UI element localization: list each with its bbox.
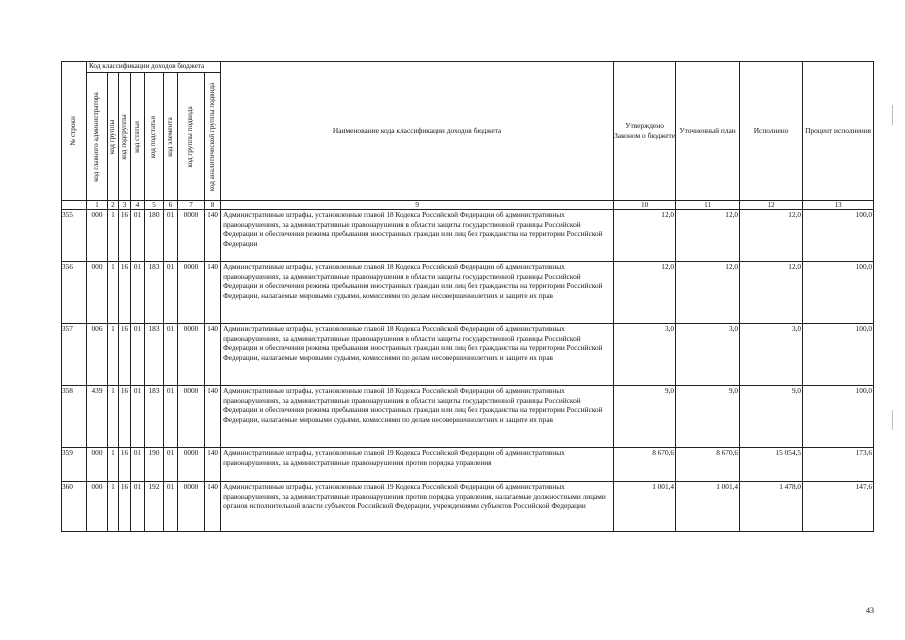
cell-code-element: 01 bbox=[164, 324, 178, 386]
cell-name: Административные штрафы, установленные главой 19 Кодекса Российской Федерации об административных правонарушениях, за административные правонарушения против порядка управления, налагаемые должностными лицами органов исполнительной власти субъектов Российской Федерации, учреждениями субъектов Российской Федерации bbox=[221, 482, 614, 532]
cell-code-subtype-group: 0000 bbox=[178, 324, 205, 386]
cell-approved: 12,0 bbox=[614, 210, 676, 262]
cell-code-subgroup: 16 bbox=[119, 448, 131, 482]
cell-code-group: 1 bbox=[108, 262, 119, 324]
cell-code-subtype-group: 0000 bbox=[178, 386, 205, 448]
row-number: 359 bbox=[62, 448, 87, 482]
cell-code-article: 01 bbox=[131, 482, 145, 532]
cell-plan: 8 670,6 bbox=[676, 448, 740, 482]
cell-plan: 3,0 bbox=[676, 324, 740, 386]
cell-percent: 100,0 bbox=[803, 262, 874, 324]
cell-percent: 173,6 bbox=[803, 448, 874, 482]
header-code-group: код группы bbox=[108, 73, 119, 201]
cell-executed: 12,0 bbox=[740, 262, 803, 324]
header-name: Наименование кода классификации доходов бюджета bbox=[221, 62, 614, 201]
cell-code-article: 01 bbox=[131, 386, 145, 448]
cell-code-article: 01 bbox=[131, 448, 145, 482]
cell-approved: 1 001,4 bbox=[614, 482, 676, 532]
cell-code-group: 1 bbox=[108, 482, 119, 532]
column-number: 5 bbox=[145, 201, 164, 210]
cell-code-group: 1 bbox=[108, 386, 119, 448]
cell-approved: 3,0 bbox=[614, 324, 676, 386]
cell-approved: 9,0 bbox=[614, 386, 676, 448]
cell-percent: 100,0 bbox=[803, 324, 874, 386]
cell-code-article: 01 bbox=[131, 210, 145, 262]
column-number: 3 bbox=[119, 201, 131, 210]
header-approved: Утверждено Законом о бюджете bbox=[614, 62, 676, 201]
cell-code-admin: 000 bbox=[87, 210, 108, 262]
cell-code-analytic: 140 bbox=[205, 448, 221, 482]
cell-name: Административные штрафы, установленные главой 18 Кодекса Российской Федерации об административных правонарушениях, за административные правонарушения в области защиты государственной границы Российской Федерации и обеспечения режима пребывания иностранных граждан или лиц без гражданства на территории Российской Федерации, налагаемые мировыми судьями, комиссиями по делам несовершеннолетних и защите их прав bbox=[221, 324, 614, 386]
column-number: 1 bbox=[87, 201, 108, 210]
cell-code-analytic: 140 bbox=[205, 262, 221, 324]
cell-code-analytic: 140 bbox=[205, 210, 221, 262]
cell-code-admin: 006 bbox=[87, 324, 108, 386]
cell-name: Административные штрафы, установленные главой 18 Кодекса Российской Федерации об административных правонарушениях, за административные правонарушения в области защиты государственной границы Российской Федерации и обеспечения режима пребывания иностранных граждан или лиц без гражданства на территории Российской Федерации, налагаемые мировыми судьями, комиссиями по делам несовершеннолетних и защите их прав bbox=[221, 386, 614, 448]
cell-code-analytic: 140 bbox=[205, 386, 221, 448]
row-number: 357 bbox=[62, 324, 87, 386]
row-number: 355 bbox=[62, 210, 87, 262]
cell-code-subgroup: 16 bbox=[119, 386, 131, 448]
header-code-element: код элемента bbox=[164, 73, 178, 201]
cell-executed: 1 478,0 bbox=[740, 482, 803, 532]
revenue-table bbox=[61, 61, 874, 532]
column-number: 7 bbox=[178, 201, 205, 210]
cell-code-subgroup: 16 bbox=[119, 324, 131, 386]
column-number: 13 bbox=[803, 201, 874, 210]
column-number-row bbox=[62, 201, 874, 210]
cell-name: Административные штрафы, установленные главой 18 Кодекса Российской Федерации об административных правонарушениях, за административные правонарушения в области защиты государственной границы Российской Федерации и обеспечения режима пребывания иностранных граждан или лиц без гражданства на территории Российской Федерации bbox=[221, 210, 614, 262]
header-code-subtype-group: код группы подвида bbox=[178, 73, 205, 201]
cell-code-article: 01 bbox=[131, 324, 145, 386]
cell-code-subarticle: 183 bbox=[145, 262, 164, 324]
cell-name: Административные штрафы, установленные главой 18 Кодекса Российской Федерации об административных правонарушениях, за административные правонарушения в области защиты государственной границы Российской Федерации и обеспечения режима пребывания иностранных граждан или лиц без гражданства на территории Российской Федерации, налагаемые мировыми судьями, комиссиями по делам несовершеннолетних и защите их прав bbox=[221, 262, 614, 324]
cell-executed: 3,0 bbox=[740, 324, 803, 386]
page-number: 43 bbox=[866, 606, 874, 615]
header-code-article: код статьи bbox=[131, 73, 145, 201]
table-row bbox=[62, 210, 874, 262]
column-number: 6 bbox=[164, 201, 178, 210]
column-number bbox=[62, 201, 87, 210]
header-code-analytic-group: код аналитической группы подвида bbox=[205, 73, 221, 201]
header-row-number: № строки bbox=[62, 62, 87, 201]
cell-code-admin: 000 bbox=[87, 448, 108, 482]
cell-code-element: 01 bbox=[164, 448, 178, 482]
header-code-subgroup: код подгруппы bbox=[119, 73, 131, 201]
cell-plan: 1 001,4 bbox=[676, 482, 740, 532]
column-number: 12 bbox=[740, 201, 803, 210]
table-row bbox=[62, 448, 874, 482]
column-number: 4 bbox=[131, 201, 145, 210]
cell-code-element: 01 bbox=[164, 482, 178, 532]
cell-code-admin: 000 bbox=[87, 262, 108, 324]
cell-plan: 12,0 bbox=[676, 210, 740, 262]
header-plan: Уточненный план bbox=[676, 62, 740, 201]
cell-code-subtype-group: 0000 bbox=[178, 482, 205, 532]
cell-executed: 12,0 bbox=[740, 210, 803, 262]
column-number: 2 bbox=[108, 201, 119, 210]
revenue-table-sheet bbox=[61, 61, 874, 532]
header-code-group: Код классификации доходов бюджета bbox=[87, 62, 221, 73]
cell-executed: 9,0 bbox=[740, 386, 803, 448]
header-executed: Исполнено bbox=[740, 62, 803, 201]
cell-code-analytic: 140 bbox=[205, 324, 221, 386]
row-number: 358 bbox=[62, 386, 87, 448]
column-number: 10 bbox=[614, 201, 676, 210]
row-number: 356 bbox=[62, 262, 87, 324]
cell-code-analytic: 140 bbox=[205, 482, 221, 532]
cell-code-subarticle: 183 bbox=[145, 386, 164, 448]
cell-code-group: 1 bbox=[108, 210, 119, 262]
cell-code-element: 01 bbox=[164, 262, 178, 324]
page-edge-mark-bottom bbox=[892, 410, 893, 430]
cell-code-subarticle: 180 bbox=[145, 210, 164, 262]
cell-code-subarticle: 183 bbox=[145, 324, 164, 386]
column-number: 11 bbox=[676, 201, 740, 210]
cell-name: Административные штрафы, установленные главой 19 Кодекса Российской Федерации об административных правонарушениях, за административные правонарушения против порядка управления bbox=[221, 448, 614, 482]
cell-code-subgroup: 16 bbox=[119, 482, 131, 532]
cell-percent: 100,0 bbox=[803, 210, 874, 262]
cell-code-subgroup: 16 bbox=[119, 210, 131, 262]
column-number: 9 bbox=[221, 201, 614, 210]
table-row bbox=[62, 386, 874, 448]
header-code-admin: код главного администратора bbox=[87, 73, 108, 201]
cell-plan: 9,0 bbox=[676, 386, 740, 448]
cell-code-article: 01 bbox=[131, 262, 145, 324]
cell-code-subtype-group: 0000 bbox=[178, 448, 205, 482]
cell-plan: 12,0 bbox=[676, 262, 740, 324]
table-row bbox=[62, 324, 874, 386]
column-number: 8 bbox=[205, 201, 221, 210]
cell-percent: 100,0 bbox=[803, 386, 874, 448]
cell-code-subgroup: 16 bbox=[119, 262, 131, 324]
cell-code-subarticle: 192 bbox=[145, 482, 164, 532]
cell-code-group: 1 bbox=[108, 448, 119, 482]
cell-code-subarticle: 190 bbox=[145, 448, 164, 482]
cell-code-group: 1 bbox=[108, 324, 119, 386]
cell-code-admin: 000 bbox=[87, 482, 108, 532]
cell-approved: 8 670,6 bbox=[614, 448, 676, 482]
cell-code-subtype-group: 0000 bbox=[178, 210, 205, 262]
row-number: 360 bbox=[62, 482, 87, 532]
header-percent: Процент исполнения bbox=[803, 62, 874, 201]
cell-executed: 15 054,5 bbox=[740, 448, 803, 482]
cell-code-element: 01 bbox=[164, 386, 178, 448]
header-code-subarticle: код подстатьи bbox=[145, 73, 164, 201]
cell-percent: 147,6 bbox=[803, 482, 874, 532]
cell-code-subtype-group: 0000 bbox=[178, 262, 205, 324]
table-row bbox=[62, 262, 874, 324]
page-edge-mark-top bbox=[892, 105, 893, 125]
cell-approved: 12,0 bbox=[614, 262, 676, 324]
cell-code-element: 01 bbox=[164, 210, 178, 262]
cell-code-admin: 439 bbox=[87, 386, 108, 448]
table-row bbox=[62, 482, 874, 532]
